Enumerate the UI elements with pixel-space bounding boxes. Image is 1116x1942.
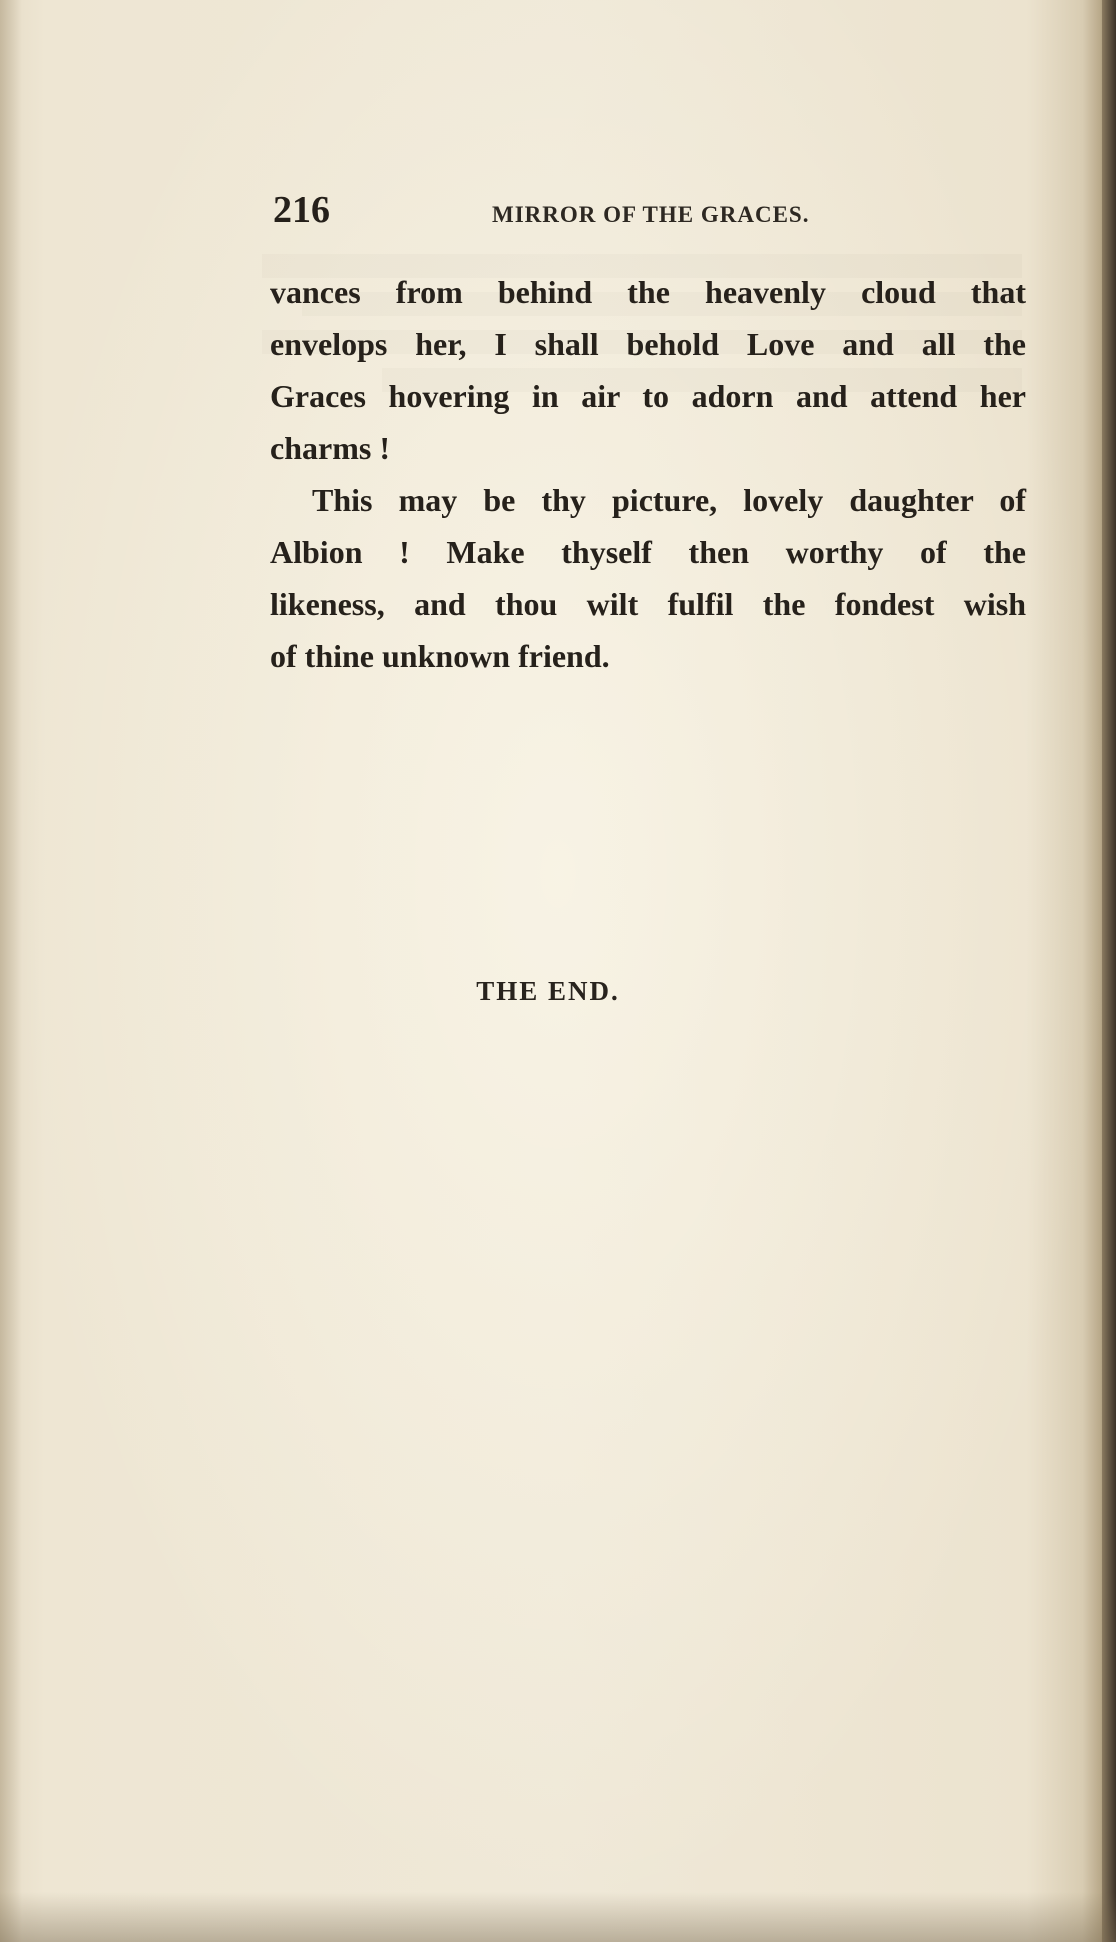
- text-line: This may be thy picture, lovely daughter of: [312, 482, 1026, 518]
- text-line: Albion ! Make thyself then worthy of the: [270, 534, 1026, 570]
- page-number: 216: [273, 189, 330, 231]
- text-line: likeness, and thou wilt fulfil the fondest wish: [270, 586, 1026, 622]
- closing-block: [0, 976, 1116, 1007]
- paragraph-1: [270, 266, 1026, 474]
- text-line: of thine unknown friend.: [270, 638, 610, 674]
- page-right-edge: [1102, 0, 1116, 1942]
- running-head: [270, 188, 1020, 238]
- text-line: charms !: [270, 430, 390, 466]
- page-bottom-edge: [0, 1892, 1116, 1942]
- text-line: envelops her, I shall behold Love and all the: [270, 326, 1026, 362]
- running-title: MIRROR OF THE GRACES.: [492, 202, 810, 227]
- page-left-edge: [0, 0, 22, 1942]
- text-line: vances from behind the heavenly cloud that: [270, 274, 1026, 310]
- text-line: Graces hovering in air to adorn and attend her: [270, 378, 1026, 414]
- paragraph-2: [270, 474, 1026, 682]
- the-end-label: THE END.: [476, 976, 620, 1006]
- body-text: [270, 266, 1026, 682]
